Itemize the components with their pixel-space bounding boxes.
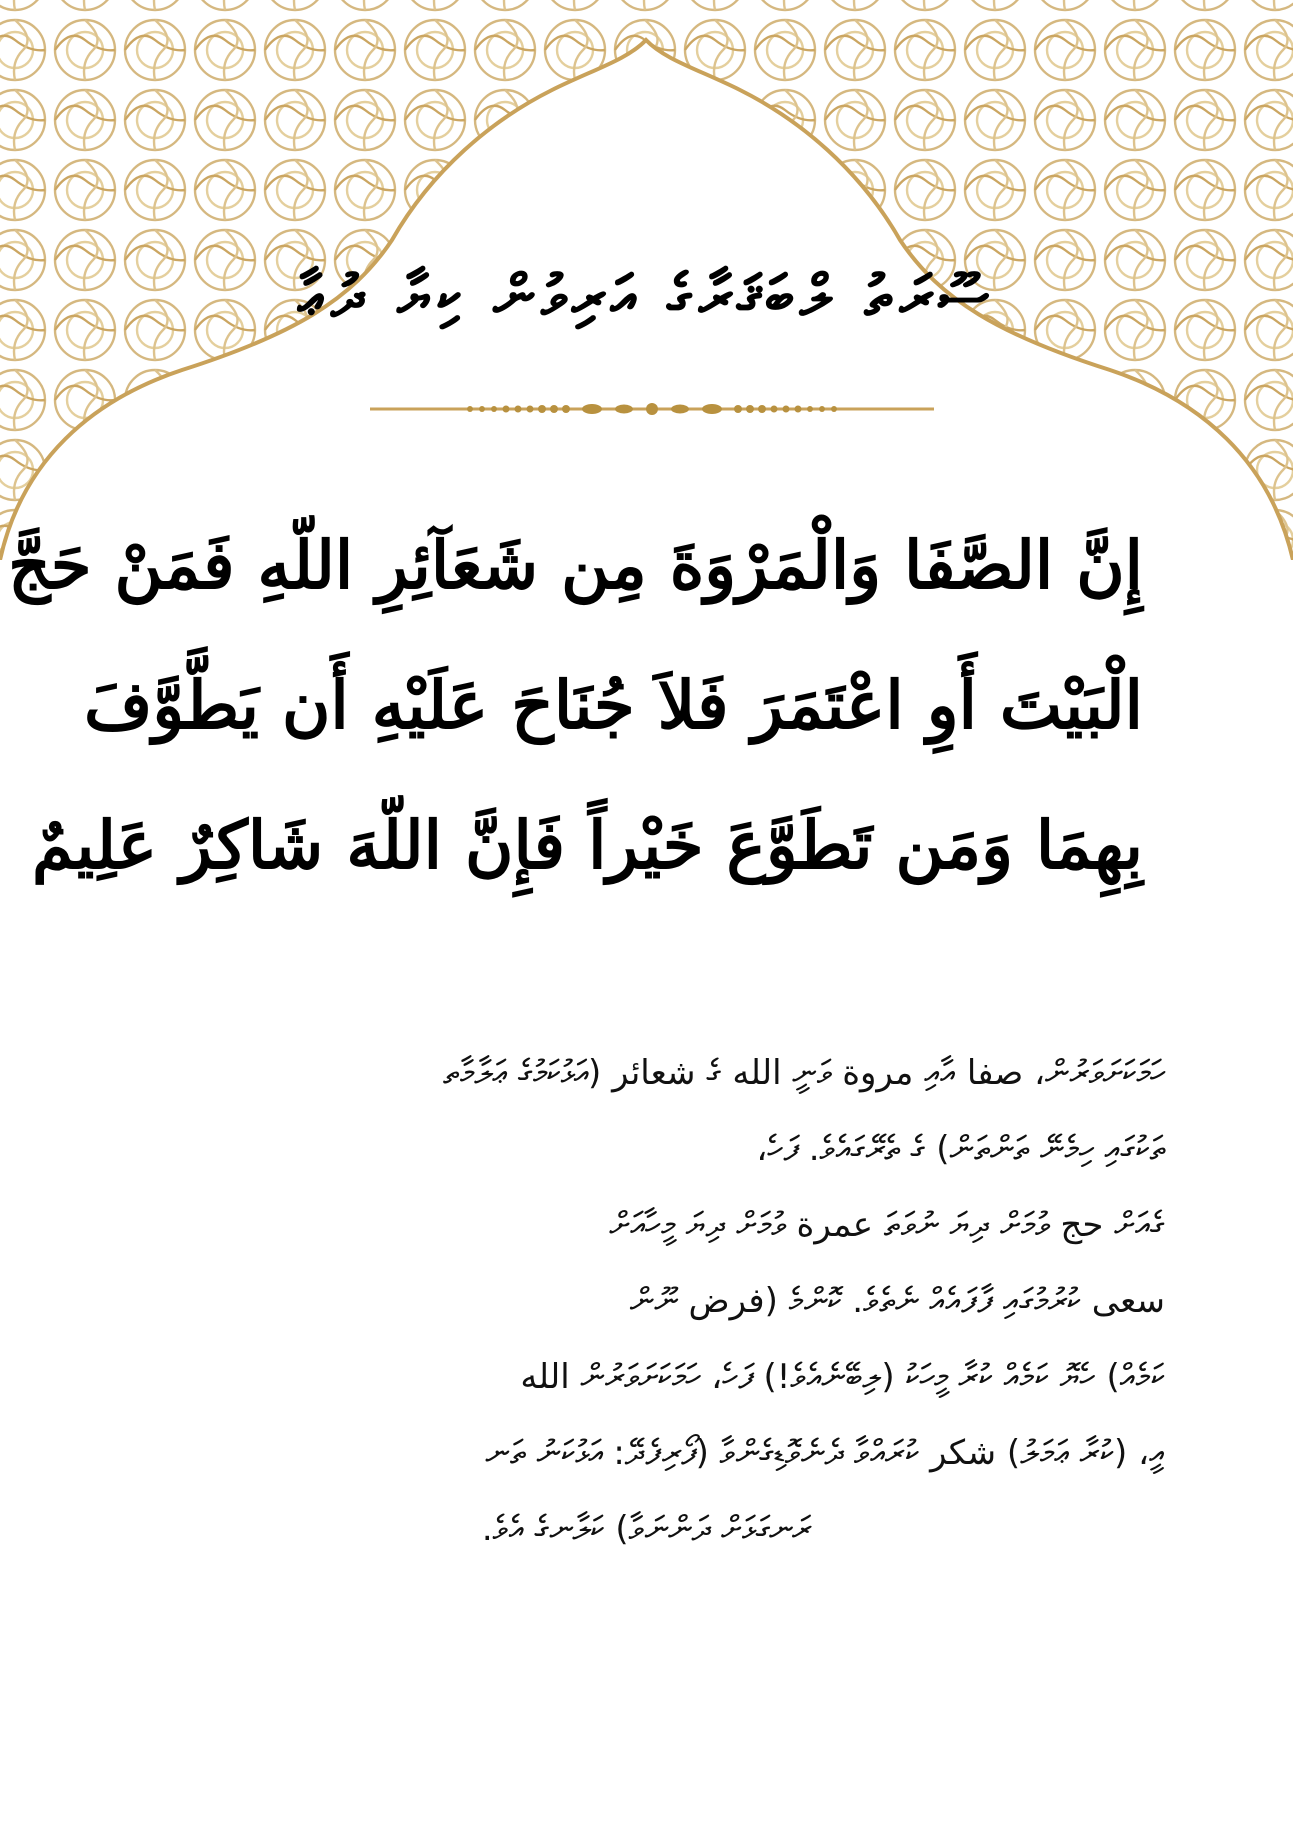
verse-line-2: الْبَيْتَ أَوِ اعْتَمَرَ فَلاَ جُنَاحَ عَلَيْهِ أَن يَطَّوَّفَ (83, 666, 1143, 744)
translation-line-4: سعى ކުރުމުގައި ފާފައެއް ނެތެވެ. ކޮންމެ (فرض ނޫން (629, 1281, 1165, 1321)
gold-divider-icon (370, 394, 934, 424)
translation-line-5: ކަމެއް) ހެޔޮ ކަމެއް ކުރާ މީހަކު (ލިބޭނެއެވެ!) ފަހެ، ހަމަކަށަވަރުން الله (520, 1357, 1165, 1397)
translation-line-3: ގެއަށް حج ވުމަށް ދިޔަ ނުވަތަ عمرة ވުމަށް ދިޔަ މީހާއަށް (609, 1205, 1165, 1245)
page-title: ސޫރަތު ލްބަޤަރާގެ އަރިވުން ކިޔާ ދުޢާ (297, 262, 996, 330)
dhivehi-translation (128, 1035, 1165, 1567)
translation-line-7: ރަނގަޅަށް ދަންނަވާ) ކަލާނގެ އެވެ. (481, 1509, 812, 1549)
verse-line-3: بِهِمَا وَمَن تَطَوَّعَ خَيْراً فَإِنَّ اللّهَ شَاكِرٌ عَلِيمٌ (32, 806, 1143, 884)
verse-line-1: إِنَّ الصَّفَا وَالْمَرْوَةَ مِن شَعَآئِرِ اللّهِ فَمَنْ حَجَّ (8, 526, 1143, 604)
translation-line-1: ހަމަކަށަވަރުން، صفا އާއި مروة ވަނީ الله ގެ شعائر (އަޅުކަމުގެ ޢަލާމާތ (443, 1053, 1165, 1093)
translation-line-6: އީ، (ކުރާ ޢަމަލު) شكر ކުރައްވާ ދެނެވޮޑިގެންވާ (ފޯރިފެދޭ: އަޅުކަނު ތަނ (485, 1433, 1165, 1473)
translation-line-2: ތަކުގައި ހިމެނޭ ތަންތަން) ގެ ތެރޭގައެވެ. ފަހެ، (756, 1129, 1165, 1169)
quran-verse (8, 495, 1143, 915)
